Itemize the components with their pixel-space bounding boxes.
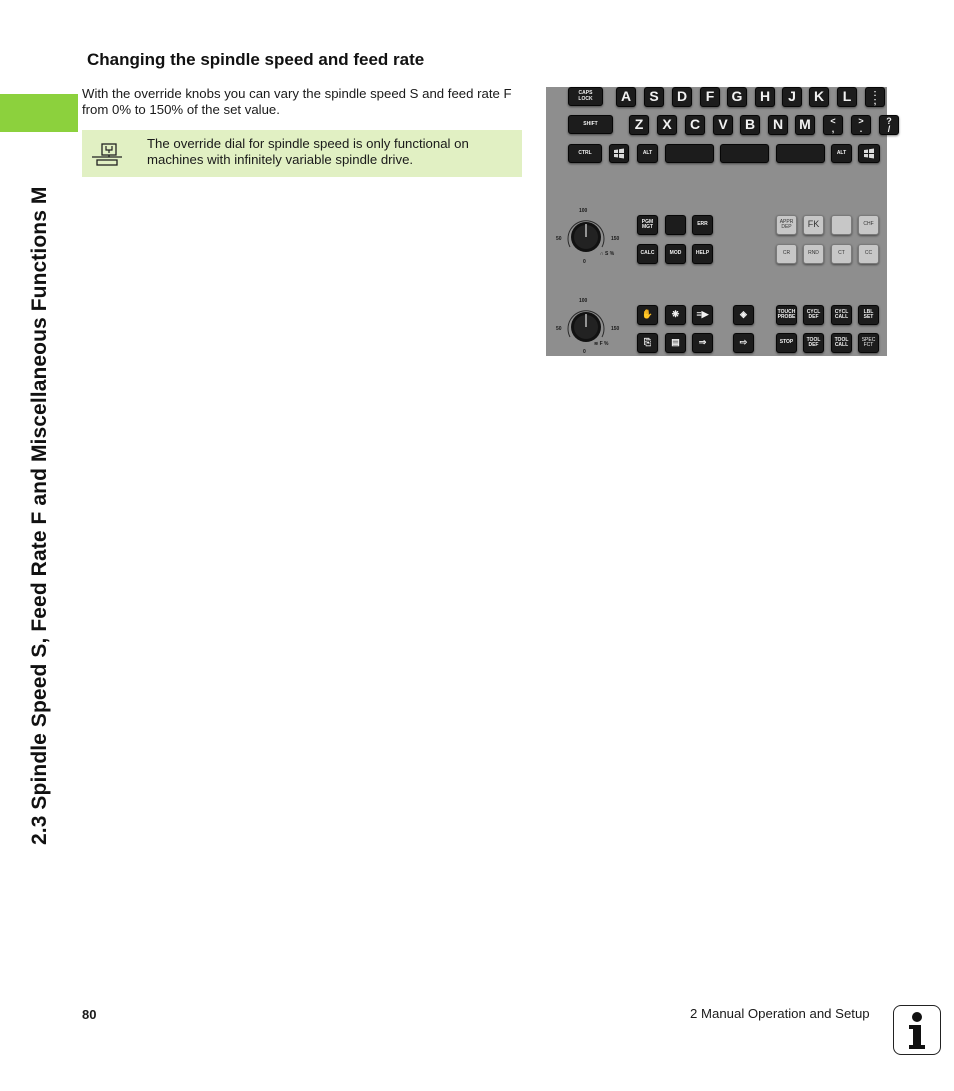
feed-scale-0: 0 — [583, 349, 586, 355]
control-panel-photo — [546, 87, 892, 356]
key-single-block[interactable] — [692, 333, 713, 353]
key-ct[interactable]: CT — [831, 244, 852, 264]
key-space-1[interactable] — [665, 144, 714, 163]
key-colon[interactable]: : ; — [865, 87, 885, 107]
section-heading: Changing the spindle speed and feed rate — [87, 50, 425, 69]
key-ctrl[interactable]: CTRL — [568, 144, 602, 163]
body-paragraph: With the override knobs you can vary the spindle speed S and feed rate F from 0% to 150% of the set value. — [82, 86, 512, 117]
note-text: The override dial for spindle speed is only functional on machines with infinitely variable spindle drive. — [147, 136, 469, 167]
spindle-scale-150: 150 — [611, 236, 620, 242]
test-run-icon: ▤ — [671, 337, 680, 348]
key-test-run[interactable] — [665, 333, 686, 353]
feed-scale-50: 50 — [556, 326, 562, 332]
key-chf[interactable]: CHF — [858, 215, 879, 235]
key-greater-than[interactable]: > . — [851, 115, 871, 135]
key-spec-fct[interactable]: SPEC FCT — [858, 333, 879, 353]
key-mod[interactable]: MOD — [665, 244, 686, 264]
key-alt-left[interactable]: ALT — [637, 144, 658, 163]
footer-chapter: 2 Manual Operation and Setup — [690, 1006, 870, 1021]
key-cc[interactable]: CC — [858, 244, 879, 264]
machine-note-icon — [90, 141, 124, 167]
teach-in-icon: ◈ — [740, 309, 747, 320]
key-question[interactable]: ? / — [879, 115, 899, 135]
key-letter[interactable]: N — [768, 115, 788, 135]
handwheel-icon: ❋ — [671, 309, 680, 320]
windows-icon — [863, 148, 875, 159]
key-rnd[interactable]: RND — [803, 244, 824, 264]
key-space-3[interactable] — [776, 144, 825, 163]
key-full-sequence[interactable] — [733, 333, 754, 353]
key-cycl-def[interactable]: CYCL DEF — [803, 305, 824, 325]
feed-scale-100: 100 — [579, 298, 588, 304]
key-letter[interactable]: V — [713, 115, 733, 135]
key-blank[interactable] — [665, 215, 686, 235]
key-letter[interactable]: K — [809, 87, 829, 107]
feed-icon: ≋ — [594, 341, 599, 347]
key-fk[interactable]: FK — [803, 215, 824, 235]
key-shift[interactable]: SHIFT — [568, 115, 613, 134]
key-positioning-mdi[interactable] — [692, 305, 713, 325]
program-run-icon: ≡▶ — [696, 309, 709, 320]
spindle-scale-0: 0 — [583, 259, 586, 265]
full-sequence-icon: ⇨ — [739, 337, 748, 348]
hand-icon: ✋ — [641, 309, 654, 320]
info-glyph — [894, 1006, 939, 1053]
edit-icon: ⎘ — [643, 337, 652, 348]
key-caps-lock[interactable]: CAPS LOCK — [568, 87, 603, 106]
key-letter[interactable]: H — [755, 87, 775, 107]
key-letter[interactable]: G — [727, 87, 747, 107]
key-touch-probe[interactable]: TOUCH PROBE — [776, 305, 797, 325]
key-letter[interactable]: X — [657, 115, 677, 135]
key-letter[interactable]: D — [672, 87, 692, 107]
key-cr[interactable]: CR — [776, 244, 797, 264]
note-box — [82, 130, 522, 177]
key-appr-dep[interactable]: APPR DEP — [776, 215, 797, 235]
key-stop[interactable]: STOP — [776, 333, 797, 353]
key-letter[interactable]: A — [616, 87, 636, 107]
single-block-icon: ⇒ — [698, 337, 707, 348]
chapter-tab-marker — [0, 94, 78, 132]
key-letter[interactable]: F — [700, 87, 720, 107]
windows-icon — [613, 148, 625, 159]
key-letter[interactable]: C — [685, 115, 705, 135]
key-pgm-mgt[interactable]: PGM MGT — [637, 215, 658, 235]
key-alt-right[interactable]: ALT — [831, 144, 852, 163]
key-cycl-call[interactable]: CYCL CALL — [831, 305, 852, 325]
info-icon — [893, 1005, 941, 1055]
key-tool-call[interactable]: TOOL CALL — [831, 333, 852, 353]
page-number: 80 — [82, 1007, 97, 1022]
spindle-scale-50: 50 — [556, 236, 562, 242]
key-letter[interactable]: Z — [629, 115, 649, 135]
key-err[interactable]: ERR — [692, 215, 713, 235]
key-manual-operation[interactable] — [637, 305, 658, 325]
side-chapter-title: 2.3 Spindle Speed S, Feed Rate F and Miscellaneous Functions M — [28, 186, 51, 845]
key-letter[interactable]: B — [740, 115, 760, 135]
key-teach-in[interactable] — [733, 305, 754, 325]
feed-scale-150: 150 — [611, 326, 620, 332]
key-lbl-set[interactable]: LBL SET — [858, 305, 879, 325]
key-letter[interactable]: L — [837, 87, 857, 107]
spindle-label: ∩ S % — [600, 251, 615, 257]
feed-label: ≋ F % — [594, 341, 609, 347]
key-space-2[interactable] — [720, 144, 769, 163]
key-windows-left[interactable] — [609, 144, 629, 163]
key-less-than[interactable]: < , — [823, 115, 843, 135]
key-calc[interactable]: CALC — [637, 244, 658, 264]
key-blank-grey[interactable] — [831, 215, 852, 235]
key-windows-right[interactable] — [858, 144, 880, 163]
key-help[interactable]: HELP — [692, 244, 713, 264]
key-letter[interactable]: S — [644, 87, 664, 107]
key-program-edit[interactable] — [637, 333, 658, 353]
key-tool-def[interactable]: TOOL DEF — [803, 333, 824, 353]
key-letter[interactable]: M — [795, 115, 815, 135]
key-letter[interactable]: J — [782, 87, 802, 107]
spindle-icon: ∩ — [600, 251, 604, 257]
key-handwheel[interactable] — [665, 305, 686, 325]
spindle-scale-100: 100 — [579, 208, 588, 214]
